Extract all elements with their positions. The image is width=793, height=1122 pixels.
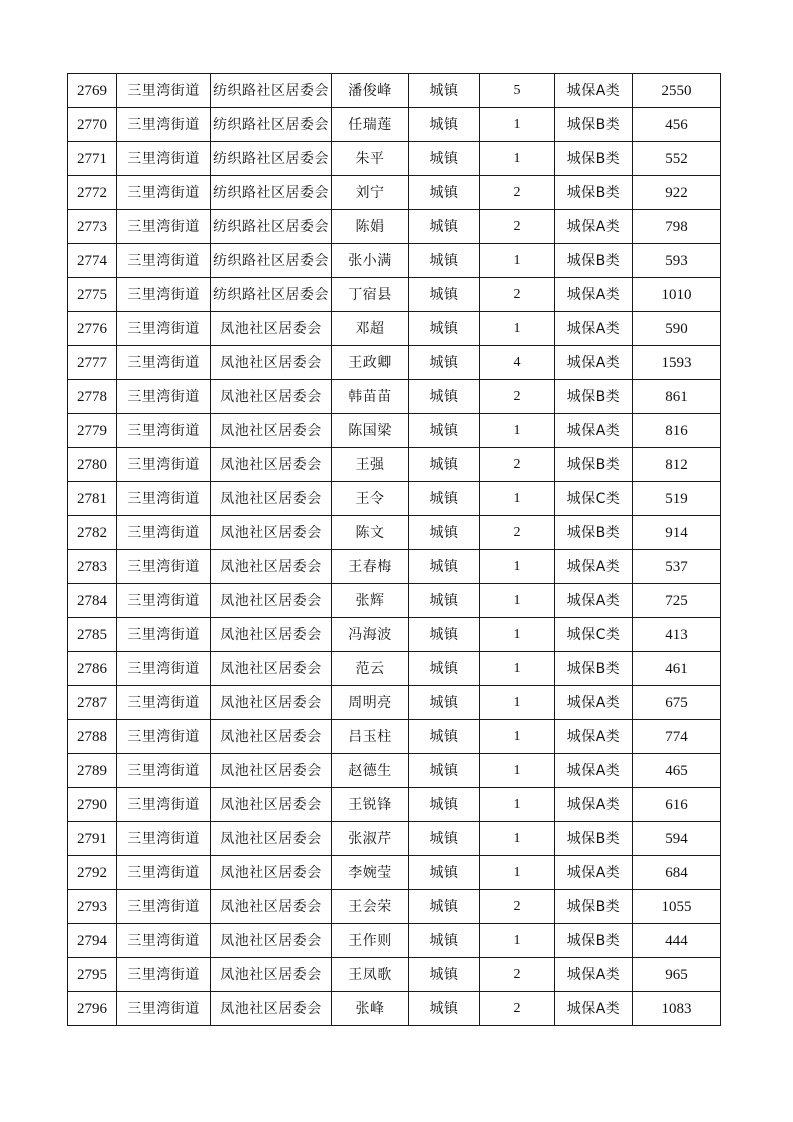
cell-area-type: 城镇 <box>409 244 480 278</box>
cell-category: 城保B类 <box>555 244 633 278</box>
cell-person-name: 王令 <box>332 482 409 516</box>
cell-record-number: 2794 <box>68 924 117 958</box>
cell-person-name: 王凤歌 <box>332 958 409 992</box>
cell-street: 三里湾街道 <box>117 108 211 142</box>
cell-category: 城保A类 <box>555 856 633 890</box>
cell-area-type: 城镇 <box>409 108 480 142</box>
cell-amount: 816 <box>633 414 721 448</box>
cell-category: 城保A类 <box>555 720 633 754</box>
cell-household-members: 2 <box>480 516 555 550</box>
cell-street: 三里湾街道 <box>117 822 211 856</box>
cell-area-type: 城镇 <box>409 958 480 992</box>
cell-person-name: 吕玉柱 <box>332 720 409 754</box>
table-row <box>68 414 721 448</box>
cell-record-number: 2771 <box>68 142 117 176</box>
cell-person-name: 韩苗苗 <box>332 380 409 414</box>
table-row <box>68 754 721 788</box>
cell-street: 三里湾街道 <box>117 652 211 686</box>
cell-category: 城保A类 <box>555 312 633 346</box>
cell-record-number: 2793 <box>68 890 117 924</box>
cell-committee: 凤池社区居委会 <box>211 686 332 720</box>
cell-category: 城保B类 <box>555 176 633 210</box>
cell-area-type: 城镇 <box>409 380 480 414</box>
cell-record-number: 2784 <box>68 584 117 618</box>
cell-street: 三里湾街道 <box>117 176 211 210</box>
cell-committee: 凤池社区居委会 <box>211 924 332 958</box>
cell-category: 城保A类 <box>555 414 633 448</box>
cell-street: 三里湾街道 <box>117 516 211 550</box>
cell-household-members: 1 <box>480 856 555 890</box>
cell-area-type: 城镇 <box>409 788 480 822</box>
cell-street: 三里湾街道 <box>117 890 211 924</box>
cell-amount: 1055 <box>633 890 721 924</box>
cell-committee: 凤池社区居委会 <box>211 448 332 482</box>
cell-category: 城保A类 <box>555 74 633 108</box>
cell-area-type: 城镇 <box>409 448 480 482</box>
cell-household-members: 1 <box>480 244 555 278</box>
cell-household-members: 2 <box>480 992 555 1026</box>
cell-amount: 1010 <box>633 278 721 312</box>
cell-committee: 凤池社区居委会 <box>211 652 332 686</box>
cell-area-type: 城镇 <box>409 584 480 618</box>
cell-area-type: 城镇 <box>409 516 480 550</box>
table-row <box>68 890 721 924</box>
table-row <box>68 992 721 1026</box>
cell-household-members: 1 <box>480 720 555 754</box>
cell-amount: 774 <box>633 720 721 754</box>
cell-category: 城保B类 <box>555 822 633 856</box>
cell-category: 城保A类 <box>555 958 633 992</box>
cell-street: 三里湾街道 <box>117 142 211 176</box>
cell-record-number: 2795 <box>68 958 117 992</box>
table-row <box>68 856 721 890</box>
cell-committee: 纺织路社区居委会 <box>211 278 332 312</box>
table-row <box>68 312 721 346</box>
cell-street: 三里湾街道 <box>117 244 211 278</box>
cell-category: 城保B类 <box>555 890 633 924</box>
cell-street: 三里湾街道 <box>117 992 211 1026</box>
cell-person-name: 范云 <box>332 652 409 686</box>
cell-amount: 519 <box>633 482 721 516</box>
cell-street: 三里湾街道 <box>117 414 211 448</box>
cell-person-name: 任瑞莲 <box>332 108 409 142</box>
cell-committee: 纺织路社区居委会 <box>211 108 332 142</box>
cell-amount: 616 <box>633 788 721 822</box>
cell-record-number: 2772 <box>68 176 117 210</box>
cell-area-type: 城镇 <box>409 550 480 584</box>
cell-area-type: 城镇 <box>409 618 480 652</box>
cell-area-type: 城镇 <box>409 278 480 312</box>
cell-household-members: 1 <box>480 618 555 652</box>
cell-committee: 凤池社区居委会 <box>211 584 332 618</box>
cell-area-type: 城镇 <box>409 482 480 516</box>
cell-category: 城保B类 <box>555 652 633 686</box>
cell-person-name: 李婉莹 <box>332 856 409 890</box>
cell-amount: 1593 <box>633 346 721 380</box>
table-row <box>68 482 721 516</box>
cell-area-type: 城镇 <box>409 822 480 856</box>
cell-committee: 凤池社区居委会 <box>211 380 332 414</box>
table-row <box>68 380 721 414</box>
cell-record-number: 2777 <box>68 346 117 380</box>
table-row <box>68 822 721 856</box>
cell-person-name: 张峰 <box>332 992 409 1026</box>
cell-household-members: 1 <box>480 652 555 686</box>
cell-street: 三里湾街道 <box>117 958 211 992</box>
cell-person-name: 冯海波 <box>332 618 409 652</box>
cell-street: 三里湾街道 <box>117 346 211 380</box>
cell-area-type: 城镇 <box>409 992 480 1026</box>
cell-household-members: 1 <box>480 312 555 346</box>
cell-amount: 798 <box>633 210 721 244</box>
cell-person-name: 王政卿 <box>332 346 409 380</box>
cell-household-members: 1 <box>480 482 555 516</box>
cell-street: 三里湾街道 <box>117 278 211 312</box>
cell-committee: 纺织路社区居委会 <box>211 176 332 210</box>
cell-household-members: 1 <box>480 924 555 958</box>
table-body <box>68 74 721 1026</box>
cell-area-type: 城镇 <box>409 856 480 890</box>
cell-household-members: 1 <box>480 754 555 788</box>
cell-record-number: 2783 <box>68 550 117 584</box>
cell-household-members: 1 <box>480 414 555 448</box>
cell-amount: 461 <box>633 652 721 686</box>
cell-committee: 纺织路社区居委会 <box>211 244 332 278</box>
table-row <box>68 550 721 584</box>
cell-category: 城保C类 <box>555 482 633 516</box>
cell-household-members: 1 <box>480 788 555 822</box>
cell-street: 三里湾街道 <box>117 482 211 516</box>
cell-street: 三里湾街道 <box>117 856 211 890</box>
cell-person-name: 王会荣 <box>332 890 409 924</box>
cell-amount: 725 <box>633 584 721 618</box>
cell-amount: 552 <box>633 142 721 176</box>
cell-person-name: 王春梅 <box>332 550 409 584</box>
cell-record-number: 2788 <box>68 720 117 754</box>
cell-category: 城保B类 <box>555 142 633 176</box>
cell-record-number: 2780 <box>68 448 117 482</box>
cell-category: 城保B类 <box>555 516 633 550</box>
cell-person-name: 朱平 <box>332 142 409 176</box>
cell-committee: 凤池社区居委会 <box>211 754 332 788</box>
table-row <box>68 346 721 380</box>
cell-category: 城保B类 <box>555 924 633 958</box>
cell-street: 三里湾街道 <box>117 924 211 958</box>
cell-area-type: 城镇 <box>409 720 480 754</box>
cell-record-number: 2796 <box>68 992 117 1026</box>
cell-household-members: 4 <box>480 346 555 380</box>
cell-amount: 965 <box>633 958 721 992</box>
table-row <box>68 686 721 720</box>
cell-record-number: 2778 <box>68 380 117 414</box>
cell-household-members: 1 <box>480 686 555 720</box>
cell-amount: 1083 <box>633 992 721 1026</box>
cell-committee: 凤池社区居委会 <box>211 958 332 992</box>
table-row <box>68 652 721 686</box>
cell-category: 城保B类 <box>555 380 633 414</box>
cell-amount: 593 <box>633 244 721 278</box>
cell-person-name: 陈国梁 <box>332 414 409 448</box>
cell-amount: 922 <box>633 176 721 210</box>
cell-record-number: 2774 <box>68 244 117 278</box>
table-row <box>68 924 721 958</box>
cell-record-number: 2786 <box>68 652 117 686</box>
cell-household-members: 2 <box>480 380 555 414</box>
cell-street: 三里湾街道 <box>117 754 211 788</box>
cell-amount: 444 <box>633 924 721 958</box>
cell-record-number: 2770 <box>68 108 117 142</box>
cell-record-number: 2789 <box>68 754 117 788</box>
cell-street: 三里湾街道 <box>117 720 211 754</box>
table-row <box>68 720 721 754</box>
table-row <box>68 788 721 822</box>
cell-area-type: 城镇 <box>409 890 480 924</box>
cell-household-members: 2 <box>480 176 555 210</box>
cell-committee: 凤池社区居委会 <box>211 550 332 584</box>
cell-category: 城保A类 <box>555 992 633 1026</box>
cell-amount: 812 <box>633 448 721 482</box>
cell-record-number: 2782 <box>68 516 117 550</box>
cell-person-name: 陈娟 <box>332 210 409 244</box>
cell-area-type: 城镇 <box>409 312 480 346</box>
cell-committee: 纺织路社区居委会 <box>211 74 332 108</box>
cell-area-type: 城镇 <box>409 754 480 788</box>
cell-area-type: 城镇 <box>409 74 480 108</box>
cell-area-type: 城镇 <box>409 414 480 448</box>
cell-amount: 861 <box>633 380 721 414</box>
cell-person-name: 刘宁 <box>332 176 409 210</box>
cell-household-members: 2 <box>480 210 555 244</box>
cell-amount: 675 <box>633 686 721 720</box>
cell-category: 城保A类 <box>555 788 633 822</box>
cell-amount: 914 <box>633 516 721 550</box>
cell-category: 城保A类 <box>555 584 633 618</box>
cell-household-members: 1 <box>480 108 555 142</box>
table-row <box>68 448 721 482</box>
cell-committee: 凤池社区居委会 <box>211 720 332 754</box>
cell-category: 城保C类 <box>555 618 633 652</box>
cell-amount: 594 <box>633 822 721 856</box>
table-row <box>68 210 721 244</box>
table-row <box>68 958 721 992</box>
table-row <box>68 108 721 142</box>
cell-record-number: 2773 <box>68 210 117 244</box>
cell-area-type: 城镇 <box>409 652 480 686</box>
cell-household-members: 2 <box>480 448 555 482</box>
cell-area-type: 城镇 <box>409 142 480 176</box>
table-row <box>68 142 721 176</box>
cell-person-name: 丁宿县 <box>332 278 409 312</box>
cell-area-type: 城镇 <box>409 176 480 210</box>
cell-person-name: 张辉 <box>332 584 409 618</box>
cell-committee: 凤池社区居委会 <box>211 346 332 380</box>
cell-category: 城保A类 <box>555 550 633 584</box>
cell-committee: 凤池社区居委会 <box>211 890 332 924</box>
cell-area-type: 城镇 <box>409 686 480 720</box>
cell-street: 三里湾街道 <box>117 618 211 652</box>
cell-record-number: 2776 <box>68 312 117 346</box>
table-row <box>68 584 721 618</box>
cell-category: 城保A类 <box>555 210 633 244</box>
cell-household-members: 5 <box>480 74 555 108</box>
table-row <box>68 176 721 210</box>
cell-record-number: 2787 <box>68 686 117 720</box>
cell-household-members: 2 <box>480 278 555 312</box>
cell-committee: 凤池社区居委会 <box>211 312 332 346</box>
cell-record-number: 2792 <box>68 856 117 890</box>
cell-record-number: 2790 <box>68 788 117 822</box>
cell-category: 城保B类 <box>555 448 633 482</box>
cell-amount: 465 <box>633 754 721 788</box>
table-row <box>68 278 721 312</box>
cell-committee: 凤池社区居委会 <box>211 482 332 516</box>
cell-record-number: 2785 <box>68 618 117 652</box>
cell-person-name: 邓超 <box>332 312 409 346</box>
cell-committee: 凤池社区居委会 <box>211 992 332 1026</box>
cell-amount: 2550 <box>633 74 721 108</box>
cell-record-number: 2791 <box>68 822 117 856</box>
cell-street: 三里湾街道 <box>117 686 211 720</box>
table-row <box>68 618 721 652</box>
cell-person-name: 王作则 <box>332 924 409 958</box>
cell-record-number: 2775 <box>68 278 117 312</box>
cell-record-number: 2769 <box>68 74 117 108</box>
cell-committee: 凤池社区居委会 <box>211 856 332 890</box>
table-row <box>68 516 721 550</box>
table-row <box>68 244 721 278</box>
cell-record-number: 2779 <box>68 414 117 448</box>
cell-person-name: 周明亮 <box>332 686 409 720</box>
cell-committee: 纺织路社区居委会 <box>211 142 332 176</box>
cell-committee: 凤池社区居委会 <box>211 516 332 550</box>
assistance-roster-table <box>67 73 721 1026</box>
cell-amount: 537 <box>633 550 721 584</box>
cell-amount: 590 <box>633 312 721 346</box>
cell-person-name: 王强 <box>332 448 409 482</box>
cell-street: 三里湾街道 <box>117 584 211 618</box>
cell-person-name: 赵德生 <box>332 754 409 788</box>
cell-person-name: 张淑芹 <box>332 822 409 856</box>
cell-category: 城保A类 <box>555 754 633 788</box>
table-row <box>68 74 721 108</box>
cell-category: 城保A类 <box>555 686 633 720</box>
cell-person-name: 王锐锋 <box>332 788 409 822</box>
cell-amount: 413 <box>633 618 721 652</box>
cell-committee: 纺织路社区居委会 <box>211 210 332 244</box>
cell-person-name: 潘俊峰 <box>332 74 409 108</box>
cell-area-type: 城镇 <box>409 924 480 958</box>
cell-household-members: 1 <box>480 142 555 176</box>
cell-street: 三里湾街道 <box>117 380 211 414</box>
cell-committee: 凤池社区居委会 <box>211 618 332 652</box>
cell-household-members: 2 <box>480 958 555 992</box>
cell-amount: 456 <box>633 108 721 142</box>
cell-person-name: 张小满 <box>332 244 409 278</box>
cell-household-members: 1 <box>480 822 555 856</box>
cell-street: 三里湾街道 <box>117 312 211 346</box>
cell-person-name: 陈文 <box>332 516 409 550</box>
cell-category: 城保A类 <box>555 346 633 380</box>
cell-street: 三里湾街道 <box>117 550 211 584</box>
cell-street: 三里湾街道 <box>117 210 211 244</box>
cell-committee: 凤池社区居委会 <box>211 822 332 856</box>
cell-category: 城保B类 <box>555 108 633 142</box>
cell-committee: 凤池社区居委会 <box>211 414 332 448</box>
cell-street: 三里湾街道 <box>117 74 211 108</box>
cell-street: 三里湾街道 <box>117 448 211 482</box>
cell-record-number: 2781 <box>68 482 117 516</box>
cell-household-members: 2 <box>480 890 555 924</box>
cell-street: 三里湾街道 <box>117 788 211 822</box>
cell-household-members: 1 <box>480 550 555 584</box>
cell-area-type: 城镇 <box>409 346 480 380</box>
cell-area-type: 城镇 <box>409 210 480 244</box>
cell-committee: 凤池社区居委会 <box>211 788 332 822</box>
cell-amount: 684 <box>633 856 721 890</box>
cell-category: 城保A类 <box>555 278 633 312</box>
cell-household-members: 1 <box>480 584 555 618</box>
